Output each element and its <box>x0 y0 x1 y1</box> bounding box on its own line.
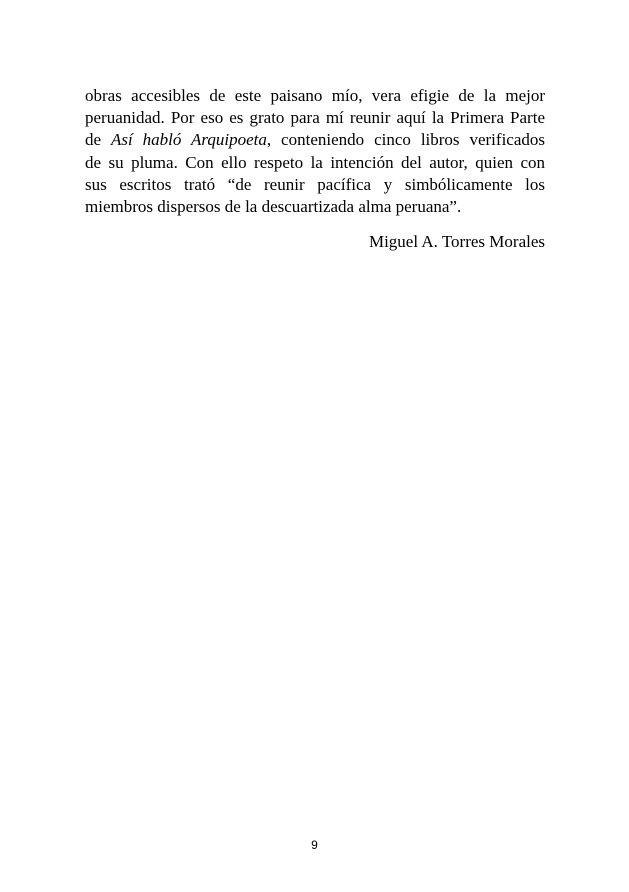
text-line-4: de su pluma. Con ello respeto la intención del autor, quien con <box>85 152 545 172</box>
text-line-3-end: , conteniendo cinco libros verificados <box>266 130 545 150</box>
book-title-italic: Así habló Arquipoeta <box>110 130 267 150</box>
text-line-5: sus escritos trató “de reunir pacífica y simbólicamente los <box>85 174 545 194</box>
author-signature: Miguel A. Torres Morales <box>368 232 545 251</box>
text-line-2: peruanidad. Por eso es grato para mí reunir aquí la Primera Parte <box>85 108 545 128</box>
paragraph <box>85 85 545 218</box>
text-line-1: obras accesibles de este paisano mío, vera efigie de la mejor <box>85 86 545 105</box>
text-line-6: miembros dispersos de la descuartizada alma peruana”. <box>85 197 462 217</box>
page-number: 9 <box>311 838 318 852</box>
text-line-3-start: de <box>85 130 111 150</box>
text-line-3 <box>85 129 545 151</box>
body-text <box>85 85 545 218</box>
